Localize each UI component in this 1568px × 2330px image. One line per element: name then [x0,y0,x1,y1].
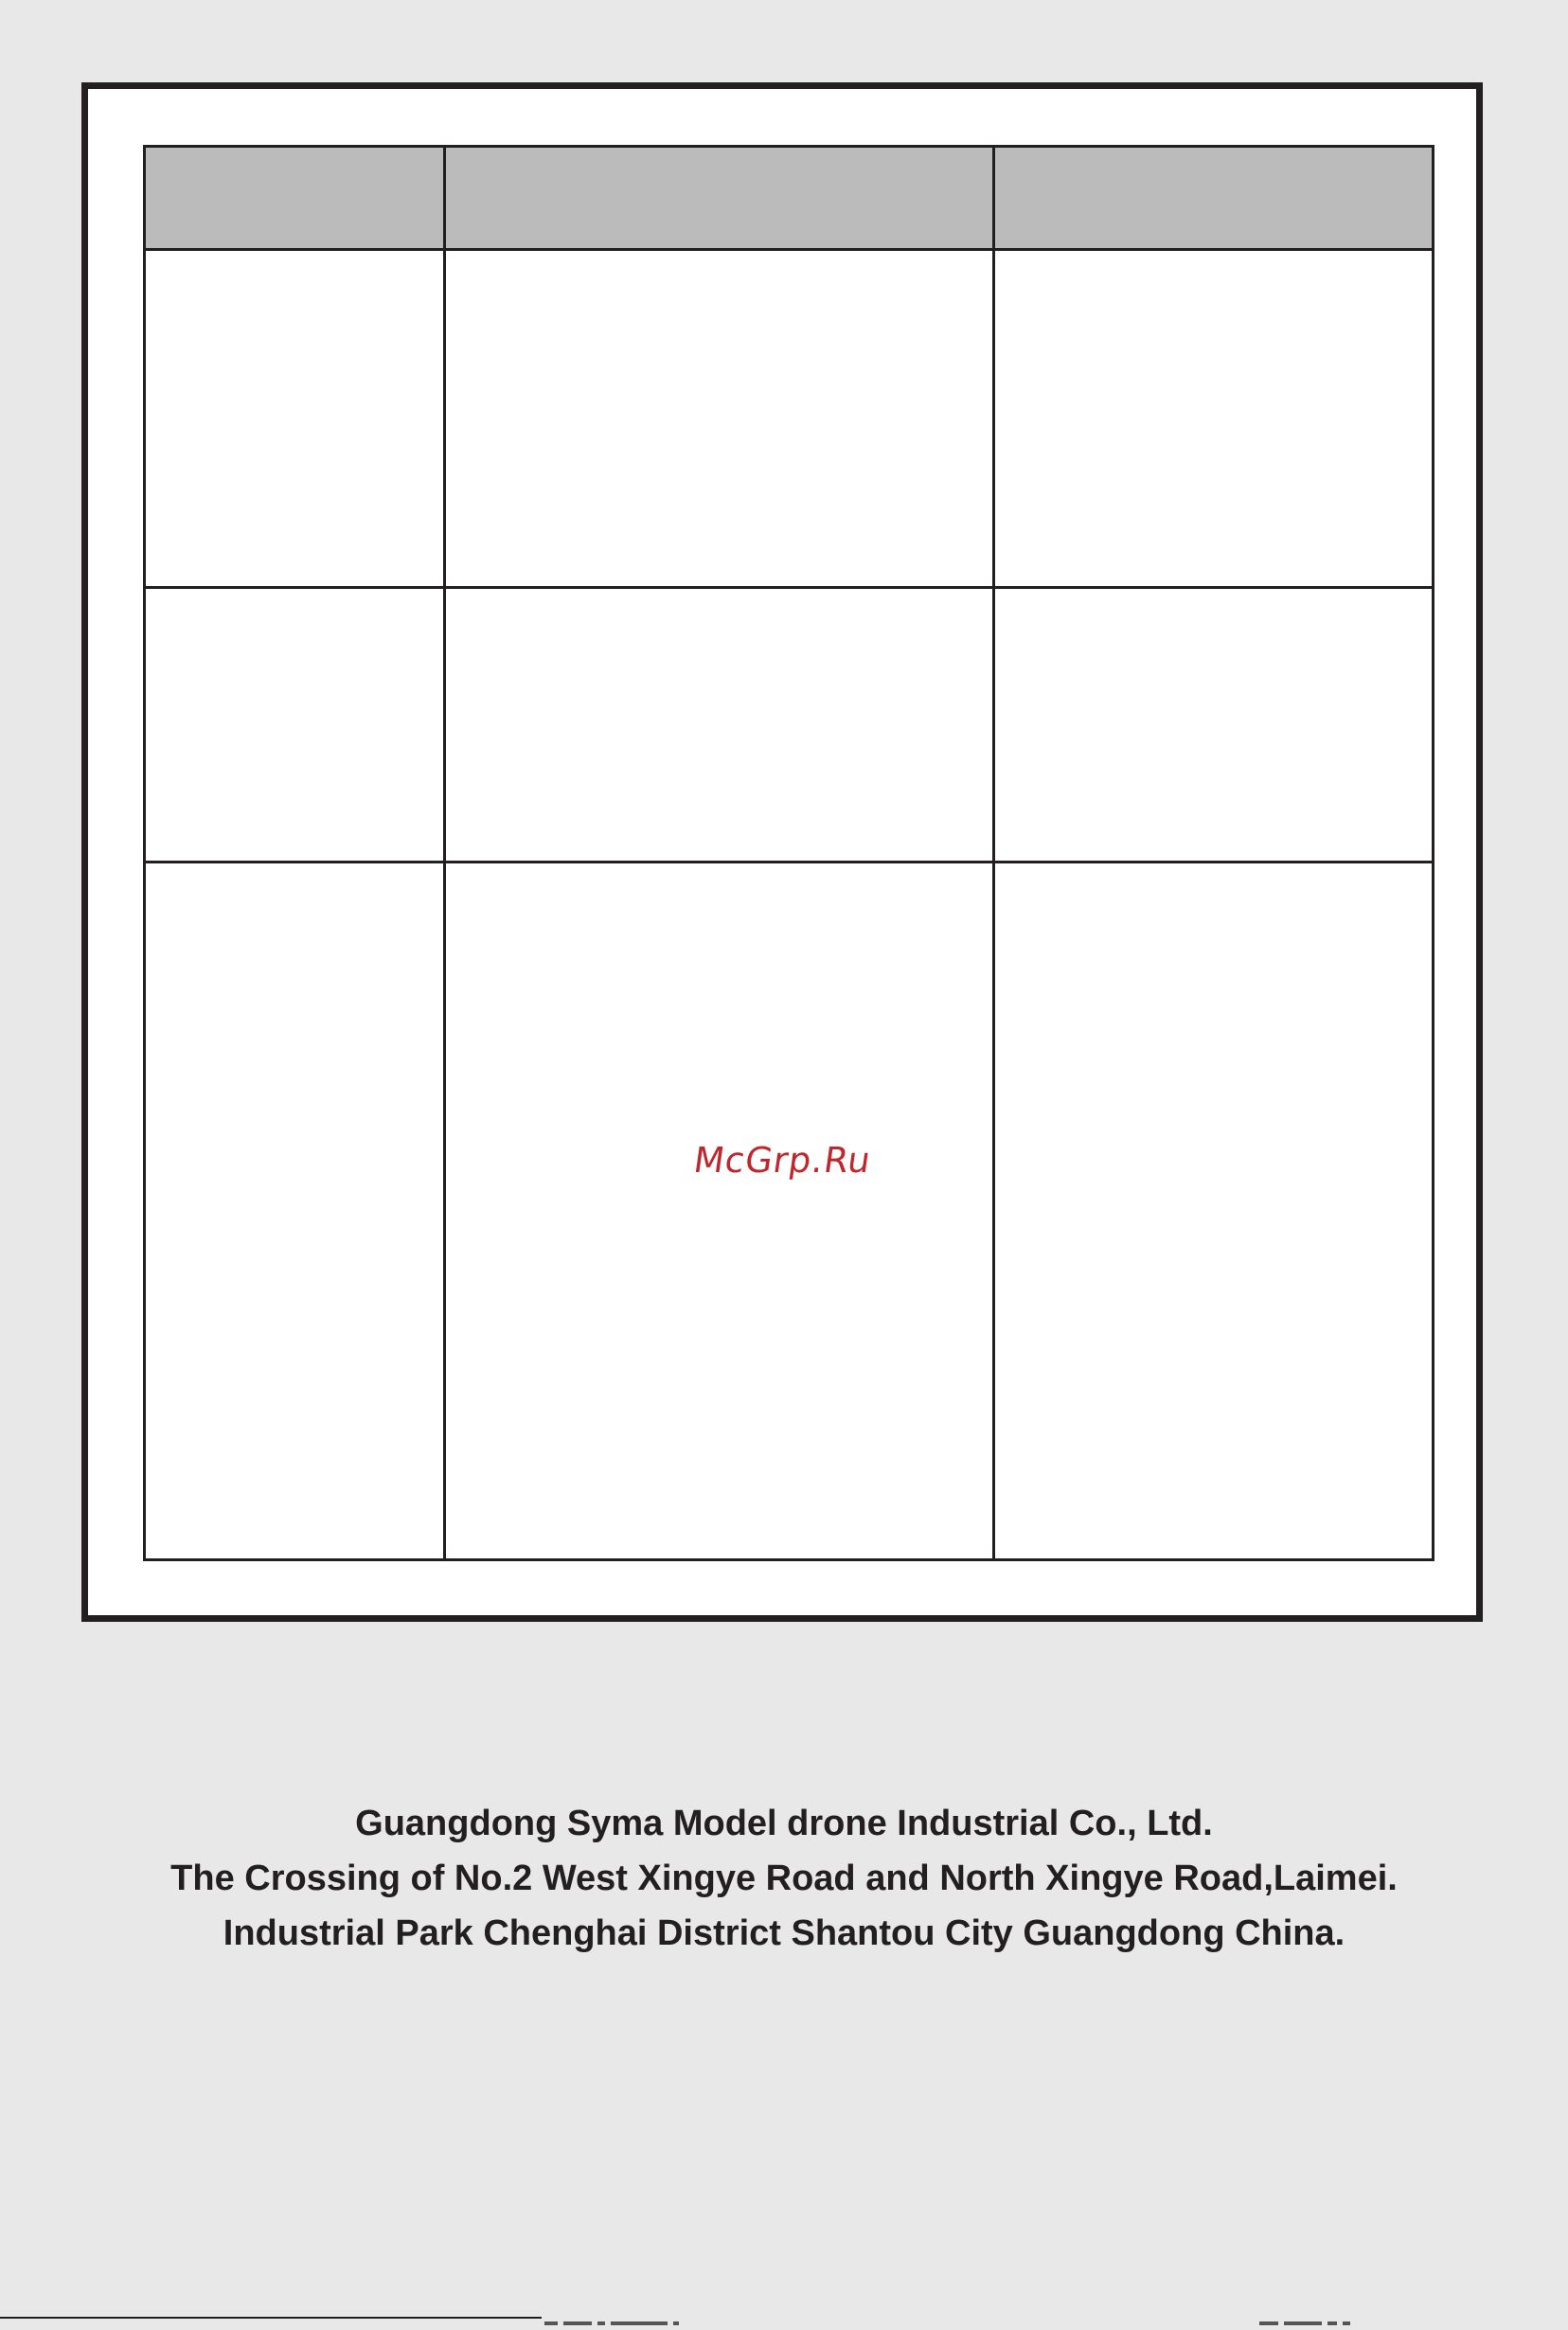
table-cell [145,250,445,588]
header-cell-2 [445,147,994,250]
header-cell-1 [145,147,445,250]
table-cell [445,250,994,588]
table-row [145,863,1434,1560]
blank-table [143,145,1434,1561]
address-line-2: Industrial Park Chenghai District Shantou City Guangdong China. [223,1913,1345,1953]
watermark-text: McGrp.Ru [690,1140,874,1181]
table-frame [81,82,1483,1622]
table-cell [994,250,1434,588]
table-cell [145,863,445,1560]
table-cell [994,588,1434,863]
table-row [145,250,1434,588]
bottom-edge-marks-right [1259,2313,1356,2319]
company-address-block [0,1796,1568,1961]
table-row [145,588,1434,863]
bottom-edge-line [0,2317,542,2319]
header-cell-3 [994,147,1434,250]
company-name: Guangdong Syma Model drone Industrial Co., Ltd. [355,1804,1213,1843]
table-cell [145,588,445,863]
table-cell [445,588,994,863]
table-cell [994,863,1434,1560]
table-cell [445,863,994,1560]
bottom-edge-marks [544,2313,685,2319]
table-header-row [145,147,1434,250]
address-line-1: The Crossing of No.2 West Xingye Road and North Xingye Road,Laimei. [170,1859,1398,1898]
